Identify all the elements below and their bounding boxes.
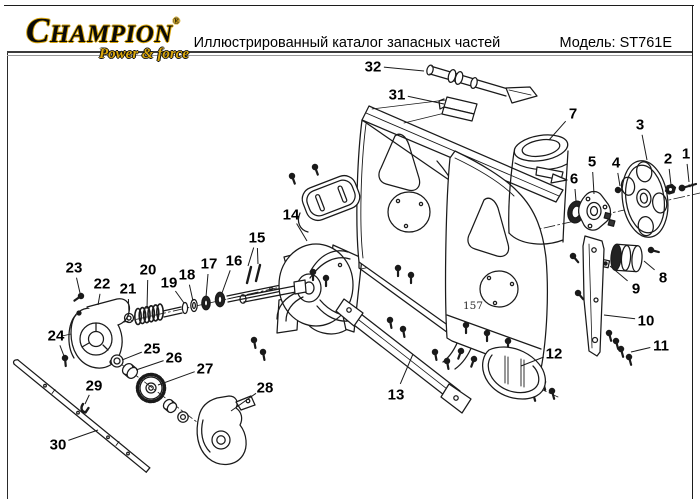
callout-leader-line <box>631 348 650 353</box>
callout-label-6: 6 <box>569 170 579 188</box>
callout-leader-line <box>257 248 258 264</box>
callout-label-17: 17 <box>200 255 218 273</box>
callout-label-24: 24 <box>47 327 65 345</box>
left-skid-shoe <box>298 172 363 232</box>
callout-leader-line <box>136 361 164 370</box>
callout-leader-line <box>575 189 576 201</box>
callout-leader-line <box>642 135 647 160</box>
bolt-icon <box>310 163 322 174</box>
callout-label-19: 19 <box>160 274 178 292</box>
callout-label-5: 5 <box>587 153 597 171</box>
callout-leader-line <box>128 299 129 314</box>
callout-label-26: 26 <box>165 349 183 367</box>
part-19-washer <box>182 303 187 314</box>
callout-leader-line <box>222 270 230 293</box>
callout-label-20: 20 <box>139 261 157 279</box>
callout-label-9: 9 <box>631 280 641 298</box>
bolt-icon <box>648 246 659 255</box>
callout-label-30: 30 <box>49 436 67 454</box>
callout-label-11: 11 <box>653 337 669 355</box>
part-3-pulley <box>617 158 672 241</box>
part-27-gear <box>138 375 165 402</box>
callout-label-15: 15 <box>248 229 266 247</box>
logo-rest: HAMPION <box>49 21 173 48</box>
callout-leader-line <box>85 395 89 404</box>
bushing-2 <box>162 398 179 415</box>
callout-leader-line <box>122 352 142 360</box>
callout-label-32: 32 <box>364 58 382 76</box>
callout-leader-line <box>77 278 81 293</box>
callout-leader-line <box>248 248 254 267</box>
registered-mark-icon: ® <box>172 16 180 26</box>
callout-label-4: 4 <box>611 154 621 172</box>
callout-label-27: 27 <box>196 360 214 378</box>
callout-label-2: 2 <box>663 150 673 168</box>
callout-label-16: 16 <box>225 252 243 270</box>
callout-label-10: 10 <box>637 312 655 330</box>
callout-leader-line <box>669 169 671 185</box>
part-24-bolt-icon <box>60 354 71 366</box>
part-18-washer <box>191 300 197 312</box>
housing-stamp-number: 157 <box>462 300 484 312</box>
part-23-bolt-icon <box>74 292 84 303</box>
callout-label-23: 23 <box>65 259 83 277</box>
part-5-bearing-flange <box>579 192 615 231</box>
callout-leader-line <box>408 96 444 104</box>
part-20-worm-spring <box>135 304 163 325</box>
part-29-pin <box>82 404 89 413</box>
logo-tagline: Power & force <box>99 46 189 62</box>
callout-label-29: 29 <box>85 377 103 395</box>
part-2-nut <box>666 185 676 195</box>
callout-leader-line <box>206 274 208 297</box>
bolt-icon <box>287 172 299 183</box>
callout-leader-line <box>687 164 689 182</box>
part-32-chute-clean-tool <box>426 64 537 103</box>
callout-leader-line <box>147 280 148 309</box>
part-14-impeller <box>240 244 362 334</box>
callout-label-25: 25 <box>143 340 161 358</box>
callout-label-3: 3 <box>635 116 645 134</box>
callout-leader-line <box>644 261 655 270</box>
part-8-roller <box>610 244 643 272</box>
callout-leader-line <box>384 67 424 71</box>
part-1-bolt <box>679 184 696 191</box>
callout-label-31: 31 <box>388 86 406 104</box>
part-10-bracket <box>583 236 604 356</box>
callout-label-18: 18 <box>178 266 196 284</box>
callout-leader-line <box>158 372 195 385</box>
callout-label-1: 1 <box>681 145 691 163</box>
callout-label-13: 13 <box>387 386 405 404</box>
part-28-gearbox-cover <box>197 396 255 464</box>
catalog-title: Иллюстрированный каталог запасных частей <box>193 35 501 51</box>
model-label: Модель: ST761E <box>559 35 672 51</box>
part-11-bolts <box>616 345 635 364</box>
callout-label-12: 12 <box>545 345 563 363</box>
callout-leader-line <box>604 315 635 319</box>
callout-label-22: 22 <box>93 275 111 293</box>
callout-label-21: 21 <box>119 280 137 298</box>
part-26-bushing <box>120 362 139 381</box>
callout-leader-line <box>60 345 64 356</box>
callout-label-7: 7 <box>568 105 578 123</box>
worm-shaft <box>163 307 182 317</box>
callout-label-14: 14 <box>282 206 300 224</box>
callout-leader-line <box>618 173 620 186</box>
callout-label-28: 28 <box>256 379 274 397</box>
logo-initial: C <box>26 11 50 50</box>
callout-leader-line <box>297 224 307 242</box>
part-25-washer <box>111 355 123 367</box>
bolt-icon <box>569 253 580 262</box>
callout-leader-line <box>68 430 98 440</box>
part-16-bearing <box>215 292 224 306</box>
callout-label-8: 8 <box>658 269 668 287</box>
part-15-shear-pins <box>247 265 260 283</box>
callout-leader-line <box>593 172 594 194</box>
part-17-bearing <box>202 296 210 310</box>
washer-2 <box>178 412 188 422</box>
callout-leader-line <box>189 285 193 301</box>
callout-leader-line <box>175 291 184 303</box>
